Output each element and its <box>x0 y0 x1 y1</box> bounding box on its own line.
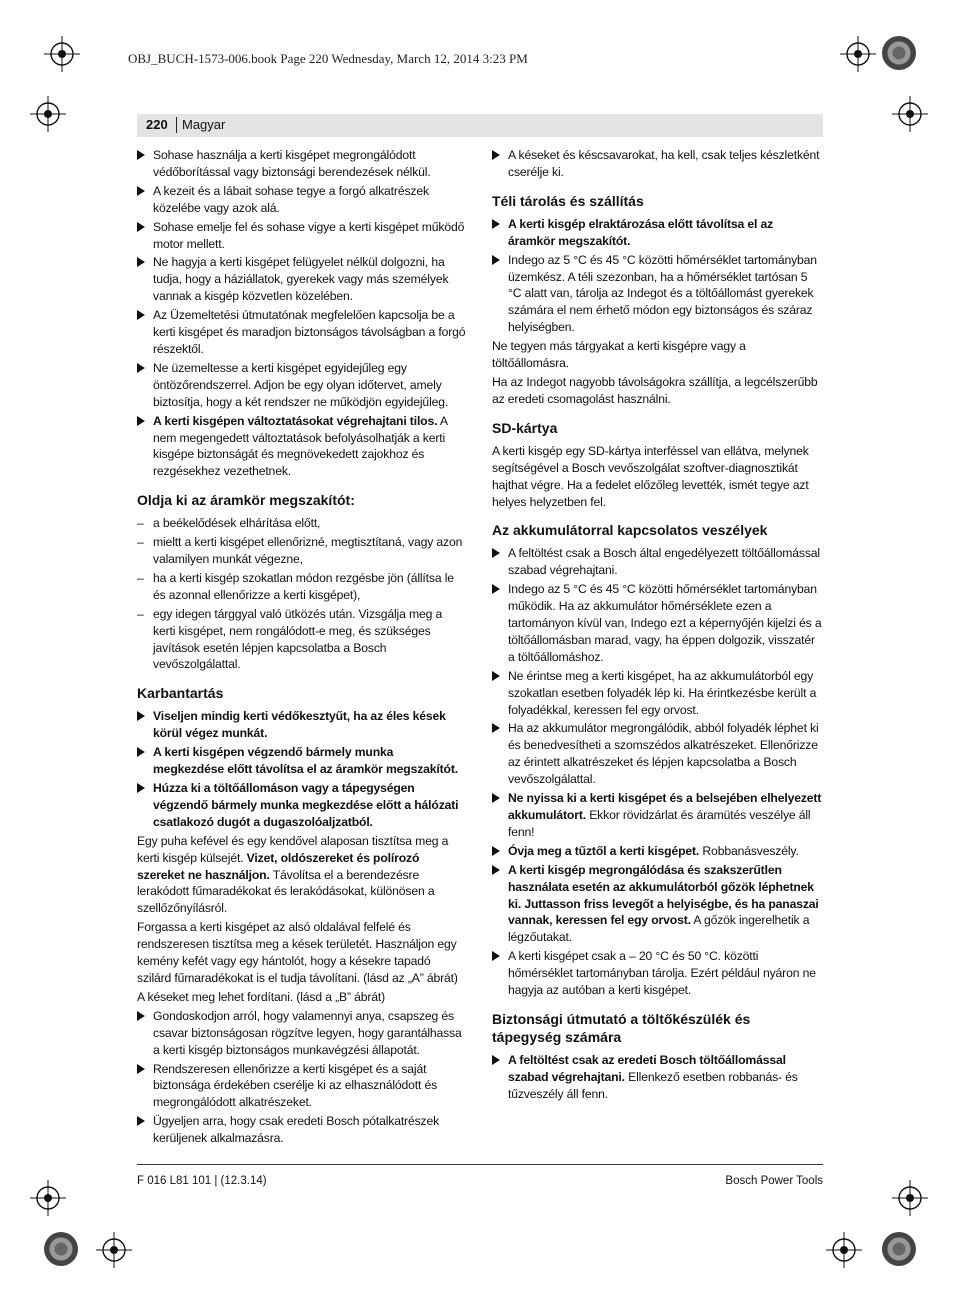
bullet-triangle-icon <box>492 793 500 803</box>
footer-brand: Bosch Power Tools <box>725 1175 823 1187</box>
paragraph: Ne tegyen más tárgyakat a kerti kisgépre vagy a töltőállomásra. <box>492 339 746 371</box>
section-heading: Az akkumulátorral kapcsolatos veszélyek <box>492 522 768 539</box>
registration-mark-icon <box>44 36 80 72</box>
section-heading: Téli tárolás és szállítás <box>492 192 644 209</box>
text-run: A kerti kisgépen végzendő bármely munka megkezdése előtt távolítsa el az áramkör megszakítót. <box>153 745 458 777</box>
text-run: Gondoskodjon arról, hogy valamennyi anya, csapszeg és csavar biztonságosan rögzítve legyen, hogy garantálhassa a kerti kisgép biztonságos munkavégzési állapotát. <box>153 1008 462 1057</box>
registration-mark-icon <box>30 1180 66 1216</box>
color-bar-icon <box>44 1232 78 1266</box>
list-item <box>492 668 822 719</box>
bullet-triangle-icon <box>492 1055 500 1065</box>
bullet-triangle-icon <box>137 257 145 267</box>
text-run: Ha az akkumulátor megrongálódik, abból folyadék léphet ki és benedvesítheti a szomszédos alkatrészeket. Ellenőrizze az érintett alkatrészeket és lépjen kapcsolatba a Bosch vevőszolgálattal. <box>508 721 819 787</box>
section-heading: SD-kártya <box>492 419 558 436</box>
registration-mark-icon <box>892 1180 928 1216</box>
text-run: A feltöltést csak a Bosch által engedélyezett töltőállomással szabad végrehajtani. <box>508 546 820 578</box>
footer-rule <box>137 1164 823 1165</box>
paragraph <box>137 833 467 918</box>
list-item <box>137 147 467 181</box>
text-run: A kerti kisgép megrongálódása és szakszerűtlen használata esetén az akkumulátorból gőzök léphetnek ki. Juttasson friss levegőt a helyiségbe, és ha panaszai vannak, keressen fel egy orvost. <box>508 862 819 928</box>
list-item <box>137 413 467 481</box>
list-item <box>137 183 467 217</box>
bullet-triangle-icon <box>492 150 500 160</box>
text-run: A kerti kisgépen változtatásokat végrehajtani tilos. <box>153 413 438 428</box>
dash-icon: – <box>137 606 144 621</box>
bullet-triangle-icon <box>137 186 145 196</box>
text-run: egy idegen tárggyal való ütközés után. Vizsgálja meg a kerti kisgépet, nem rongálódott-e meg, és szükséges javítások esetén lépjen kapcsolatba a Bosch vevőszolgálattal. <box>153 606 443 672</box>
color-bar-icon <box>882 1232 916 1266</box>
list-item <box>492 252 822 337</box>
list-item <box>492 948 822 999</box>
list-item <box>492 843 822 860</box>
maintenance-list <box>137 708 467 830</box>
text-run: A késeket és késcsavarokat, ha kell, csak teljes készletként cserélje ki. <box>508 148 820 179</box>
bullet-triangle-icon <box>137 363 145 373</box>
text-run: Sohase emelje fel és sohase vigye a kerti kisgépet működő motor mellett. <box>153 219 465 251</box>
list-item <box>137 606 467 674</box>
registration-mark-icon <box>30 96 66 132</box>
safety-list <box>492 147 822 181</box>
bullet-triangle-icon <box>492 255 500 265</box>
page-language: Magyar <box>182 117 226 132</box>
text-run: Távolítsa el a berendezésre lerakódott fűmaradékokat és lerakódásokat, különösen a szellőzőnyílásról. <box>137 867 435 916</box>
text-run: Húzza ki a töltőállomáson vagy a tápegységen végzendő bármely munka megkezdése előtt a hálózati csatlakozó dugót a dugaszolóaljzatból. <box>153 781 459 829</box>
list-item <box>492 216 822 250</box>
list-item <box>137 534 467 568</box>
list-item <box>137 254 467 305</box>
list-item <box>492 581 822 666</box>
bullet-triangle-icon <box>137 1064 145 1074</box>
left-column <box>137 147 467 1149</box>
list-item <box>492 1052 822 1103</box>
text-run: Viseljen mindig kerti védőkesztyűt, ha az éles kések körül végez munkát. <box>153 709 446 741</box>
list-item <box>137 360 467 411</box>
dash-icon: – <box>137 570 144 585</box>
bullet-triangle-icon <box>137 310 145 320</box>
text-run: mieltt a kerti kisgépet ellenőrizné, megtisztítaná, vagy azon valamilyen munkát végezne, <box>153 535 463 567</box>
text-run: Ne hagyja a kerti kisgépet felügyelet nélkül dolgozni, ha tudja, hogy a háziállatok, gyerekek vagy más személyek vannak a kisgép közvetlen közelében. <box>153 255 449 304</box>
list-item <box>137 570 467 604</box>
registration-mark-icon <box>892 96 928 132</box>
paragraph: A késeket meg lehet fordítani. (lásd a „B” ábrát) <box>137 989 386 1004</box>
divider <box>176 117 177 133</box>
section-heading: Biztonsági útmutató a töltőkészülék és tápegység számára <box>492 1010 751 1045</box>
dash-list <box>137 515 467 673</box>
text-run: A kerti kisgépet csak a – 20 °C és 50 °C. közötti hőmérséklet tartományban tárolja. Ezért például nyáron ne hagyja az autóban a kerti kisgépet. <box>508 949 816 998</box>
list-item <box>137 219 467 253</box>
storage-list <box>492 216 822 336</box>
text-run: Indego az 5 °C és 45 °C közötti hőmérséklet tartományban működik. Ha az akkumulátor hőmérséklete ezen a tartományon kívül van, Indego ezt a képernyőjén kijelzi és a töltőállomásban marad, vagy, ha éppen dolgozik, visszatér a töltőállomáshoz. <box>508 582 822 664</box>
bullet-triangle-icon <box>137 222 145 232</box>
paragraph: A kerti kisgép egy SD-kártya interféssel van ellátva, melynek segítségével a Bosch vevőszolgálat szoftver-diagnosztikát hajthat végre. Ha a fedelet előzőleg levették, ismét tegye azt helyes helyzetben fel. <box>492 443 809 509</box>
list-item <box>137 708 467 742</box>
bullet-triangle-icon <box>492 219 500 229</box>
text-run: A feltöltést csak az eredeti Bosch töltőállomással szabad végrehajtani. <box>508 1052 786 1084</box>
list-item <box>137 744 467 778</box>
bullet-triangle-icon <box>492 865 500 875</box>
text-run: Egy puha kefével és egy kendővel alaposan tisztítsa meg a kerti kisgép külsejét. <box>137 833 449 865</box>
bullet-triangle-icon <box>137 711 145 721</box>
bullet-triangle-icon <box>492 846 500 856</box>
text-run: ha a kerti kisgép szokatlan módon rezgésbe jön (állítsa le és azonnal ellenőrizze a kerti kisgépet), <box>153 570 454 602</box>
text-run: Ne nyissa ki a kerti kisgépet és a belsejében elhelyezett akkumulátort. <box>508 791 822 822</box>
text-run: A kerti kisgép elraktározása előtt távolítsa el az áramkör megszakítót. <box>508 216 774 248</box>
text-run: Robbanásveszély. <box>699 843 799 858</box>
text-run: Óvja meg a tűztől a kerti kisgépet. <box>508 843 700 858</box>
list-item <box>137 1061 467 1112</box>
text-run: Ekkor rövidzárlat és áramütés veszélye áll fenn! <box>508 808 811 839</box>
text-run: Az Üzemeltetési útmutatónak megfelelően kapcsolja be a kerti kisgépet és maradjon biztonságos távolságban a forgó részektől. <box>153 308 466 356</box>
paragraph: Ha az Indegot nagyobb távolságokra szállítja, a legcélszerűbb az eredeti csomagolást használni. <box>492 374 818 406</box>
print-header: OBJ_BUCH-1573-006.book Page 220 Wednesday, March 12, 2014 3:23 PM <box>128 51 528 66</box>
text-run: Ellenkező esetben robbanás- és tűzveszély áll fenn. <box>508 1069 798 1101</box>
list-item <box>492 147 822 181</box>
bullet-triangle-icon <box>492 723 500 733</box>
bullet-triangle-icon <box>137 416 145 426</box>
right-column <box>492 147 822 1105</box>
bullet-triangle-icon <box>492 548 500 558</box>
text-run: Vizet, oldószereket és polírozó szereket ne használjon. <box>137 850 420 882</box>
list-item <box>492 720 822 788</box>
charger-list <box>492 1052 822 1103</box>
registration-mark-icon <box>96 1232 132 1268</box>
bullet-triangle-icon <box>137 150 145 160</box>
section-heading: Oldja ki az áramkör megszakítót: <box>137 492 355 509</box>
list-item <box>492 862 822 947</box>
paragraph: Forgassa a kerti kisgépet az alsó oldalával felfelé és rendszeresen tisztítsa meg a kések területét. Használjon egy kemény kefét vagy egy hántolót, hogy a késekre tapadó szilárd fűmaradékokat is el tudja távolítani. (lásd az „A” ábrát) <box>137 920 458 985</box>
text-run: Ügyeljen arra, hogy csak eredeti Bosch pótalkatrészek kerüljenek alkalmazásra. <box>153 1114 440 1146</box>
footer-document-code: F 016 L81 101 | (12.3.14) <box>137 1175 267 1187</box>
text-run: Indego az 5 °C és 45 °C közötti hőmérséklet tartományban üzemkész. A téli szezonban, ha a hőmérséklet tartósan 5 °C alatt van, tárolja az Indegot és a töltőállomást gyerekek számára el nem érhető módon egy biztonságos és száraz helyiségben. <box>508 252 817 335</box>
section-heading: Karbantartás <box>137 685 224 702</box>
maintenance-list <box>137 1008 467 1147</box>
color-bar-icon <box>882 36 916 70</box>
bullet-triangle-icon <box>137 747 145 757</box>
list-item <box>137 1113 467 1147</box>
safety-list <box>137 147 467 480</box>
list-item <box>492 790 822 841</box>
page-header-bar <box>137 114 823 137</box>
page-number: 220 <box>146 117 168 132</box>
dash-icon: – <box>137 516 144 531</box>
bullet-triangle-icon <box>137 783 145 793</box>
registration-mark-icon <box>840 36 876 72</box>
text-run: A nem megengedett változtatások befolyásolhatják a kerti kisgépe biztonságát és megnövekedett zajokhoz és rezgésekhez vezethetnek. <box>153 413 448 479</box>
list-item <box>137 780 467 831</box>
bullet-triangle-icon <box>137 1011 145 1021</box>
registration-mark-icon <box>826 1232 862 1268</box>
text-run: A gőzök ingerelhetik a légzőutakat. <box>508 913 810 945</box>
bullet-triangle-icon <box>492 951 500 961</box>
battery-list <box>492 545 822 999</box>
list-item <box>137 1008 467 1059</box>
text-run: A kezeit és a lábait sohase tegye a forgó alkatrészek közelébe vagy azok alá. <box>153 183 429 215</box>
list-item <box>492 545 822 579</box>
list-item <box>137 515 467 532</box>
bullet-triangle-icon <box>492 671 500 681</box>
text-run: Rendszeresen ellenőrizze a kerti kisgépet és a saját biztonsága érdekében cserélje ki az elhasználódott és megrongálódott alkatrészeket. <box>153 1061 438 1110</box>
text-run: Ne üzemeltesse a kerti kisgépet egyidejűleg egy öntözőrendszerrel. Adjon be egy olyan időtervet, amely biztosítja, hogy a két rendszer ne működjön egyidejűleg. <box>153 360 449 409</box>
text-run: a beékelődések elhárítása előtt, <box>153 516 321 531</box>
text-run: Sohase használja a kerti kisgépet megrongálódott védőborítással vagy biztonsági berendezések nélkül. <box>153 148 431 179</box>
bullet-triangle-icon <box>492 584 500 594</box>
list-item <box>137 307 467 358</box>
text-run: Ne érintse meg a kerti kisgépet, ha az akkumulátorból egy szokatlan esetben folyadék lép ki. Ha érintkezésbe került a folyadékkal, keressen fel egy orvost. <box>508 668 817 717</box>
dash-icon: – <box>137 535 144 550</box>
bullet-triangle-icon <box>137 1116 145 1126</box>
